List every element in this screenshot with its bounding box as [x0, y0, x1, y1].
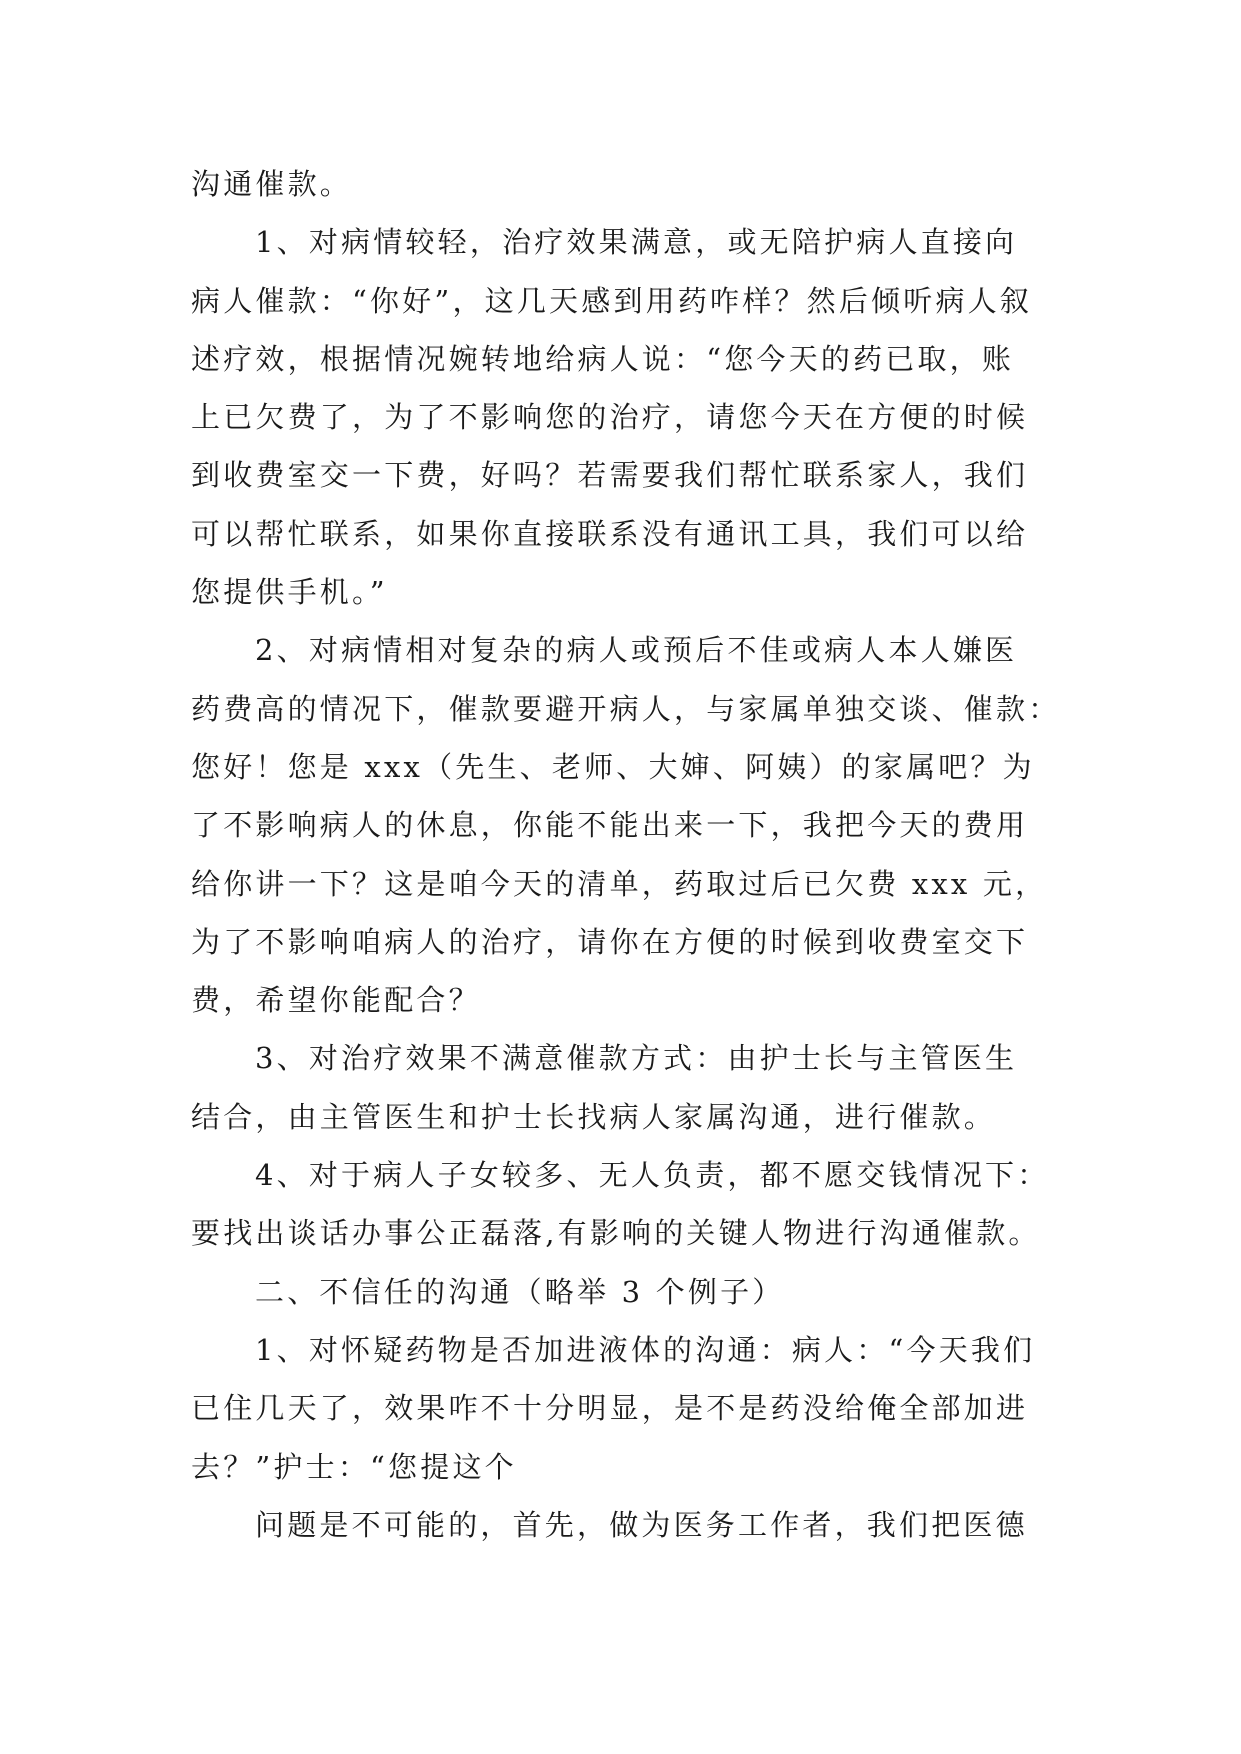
document-body: [191, 155, 1061, 1554]
text-line: 为了不影响咱病人的治疗，请你在方便的时候到收费室交下: [191, 924, 1029, 959]
text-line: 上已欠费了，为了不影响您的治疗，请您今天在方便的时候: [191, 400, 1029, 435]
text-line: 沟通催款。: [191, 167, 353, 201]
text-line: 结合，由主管医生和护士长找病人家属沟通，进行催款。: [191, 1099, 997, 1134]
text-line: 病人催款：“你好”，这几天感到用药咋样？然后倾听病人叙: [191, 283, 1033, 318]
text-line: 问题是不可能的，首先，做为医务工作者，我们把医德: [255, 1507, 1028, 1542]
text-line: 要找出谈话办事公正磊落,有影响的关键人物进行沟通催款。: [191, 1216, 1041, 1251]
text-line: 2、对病情相对复杂的病人或预后不佳或病人本人嫌医: [255, 633, 1018, 668]
text-line: 您提供手机。”: [191, 575, 388, 610]
text-line: 了不影响病人的休息，你能不能出来一下，我把今天的费用: [191, 808, 1029, 843]
text-line: 到收费室交一下费，好吗？若需要我们帮忙联系家人，我们: [191, 458, 1029, 493]
text-line: 4、对于病人子女较多、无人负责，都不愿交钱情况下：: [255, 1158, 1050, 1193]
section-heading: 二、不信任的沟通（略举 3 个例子）: [255, 1274, 785, 1309]
text-line: 述疗效，根据情况婉转地给病人说：“您今天的药已取，账: [191, 341, 1015, 376]
text-line: 可以帮忙联系，如果你直接联系没有通讯工具，我们可以给: [191, 516, 1029, 551]
text-line: 1、对病情较轻，治疗效果满意，或无陪护病人直接向: [255, 225, 1018, 260]
text-line: 1、对怀疑药物是否加进液体的沟通：病人：“今天我们: [255, 1332, 1036, 1367]
text-line: 给你讲一下？这是咱今天的清单，药取过后已欠费 xxx 元，: [191, 866, 1048, 901]
text-line: 您好！您是 xxx（先生、老师、大婶、阿姨）的家属吧？为: [191, 749, 1035, 784]
text-line: 药费高的情况下，催款要避开病人，与家属单独交谈、催款：: [191, 691, 1061, 726]
text-line: 3、对治疗效果不满意催款方式：由护士长与主管医生: [255, 1041, 1018, 1076]
text-line: 去？”护士：“您提这个: [191, 1449, 517, 1484]
text-line: 费，希望你能配合？: [191, 983, 481, 1018]
text-line: 已住几天了，效果咋不十分明显，是不是药没给俺全部加进: [191, 1391, 1029, 1426]
